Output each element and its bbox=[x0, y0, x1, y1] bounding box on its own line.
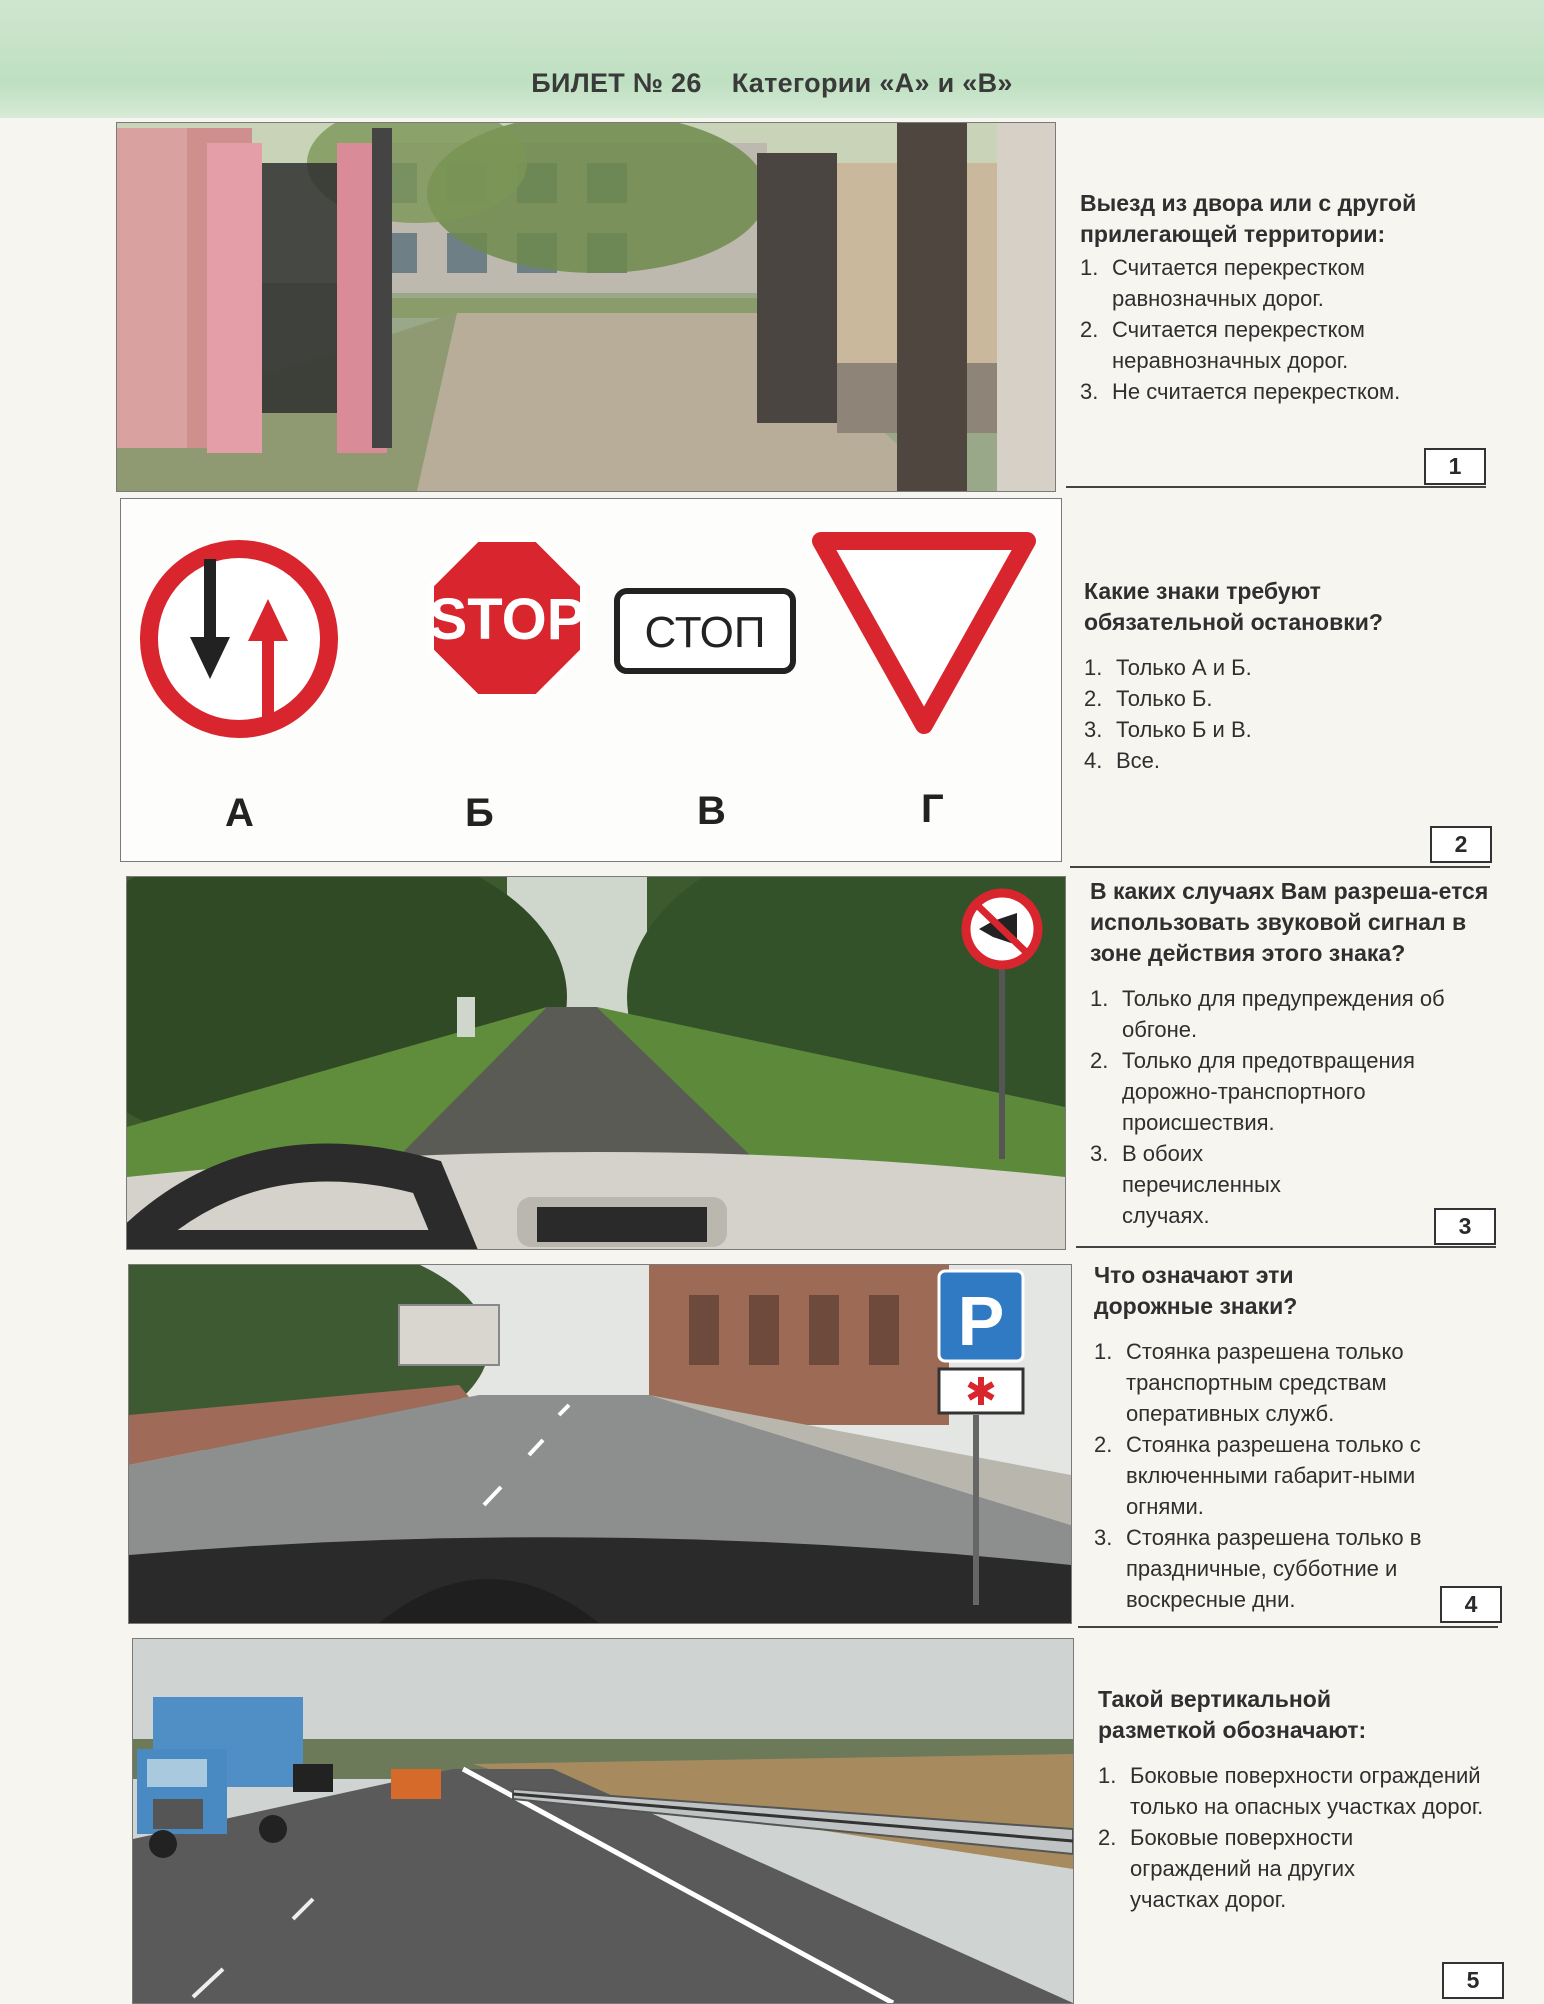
q1-answers bbox=[1080, 252, 1480, 407]
q2-number-box: 2 bbox=[1430, 826, 1492, 863]
sign-g-yield bbox=[821, 541, 1027, 725]
q2-answer-1[interactable]: 1. Только А и Б. bbox=[1084, 655, 1252, 680]
highway-illustration bbox=[133, 1639, 1073, 2003]
q4-answer-3[interactable]: 3. Стоянка разрешена только в праздничные, субботние и воскресные дни. bbox=[1094, 1525, 1422, 1612]
q1-answer-1[interactable]: 1. Считается перекрестком равнозначных дорог. bbox=[1080, 255, 1365, 311]
q3-answer-2[interactable]: 2. Только для предотвращения дорожно-транспортного происшествия. bbox=[1090, 1048, 1415, 1135]
q3-answer-1[interactable]: 1. Только для предупреждения об обгоне. bbox=[1090, 986, 1445, 1042]
q5-answers bbox=[1098, 1760, 1518, 1915]
sign-b-stop bbox=[429, 539, 586, 697]
q4-photo-city-street bbox=[128, 1264, 1072, 1624]
q2-title: Какие знаки требуют обязательной остановки? bbox=[1084, 578, 1383, 635]
q4-number-box: 4 bbox=[1440, 1586, 1502, 1623]
q5-answer-2[interactable]: 2. Боковые поверхности ограждений на других участках дорог. bbox=[1098, 1825, 1355, 1912]
ticket-category: Категории «А» и «В» bbox=[731, 68, 1013, 98]
q4-title: Что означают эти дорожные знаки? bbox=[1094, 1262, 1298, 1319]
sign-label-b: Б bbox=[465, 791, 494, 835]
courtyard-illustration bbox=[117, 123, 1055, 491]
q3-photo-forest-road bbox=[126, 876, 1066, 1250]
sign-label-v: В bbox=[697, 789, 726, 833]
signs-illustration bbox=[121, 499, 1061, 861]
q2-text bbox=[1084, 576, 1484, 776]
q5-title: Такой вертикальной разметкой обозначают: bbox=[1098, 1686, 1367, 1743]
q2-signs-panel bbox=[120, 498, 1062, 862]
city-street-illustration bbox=[129, 1265, 1071, 1623]
q3-text bbox=[1090, 876, 1490, 1231]
q4-text bbox=[1094, 1260, 1494, 1615]
q4-answer-1[interactable]: 1. Стоянка разрешена только транспортным средствам оперативных служб. bbox=[1094, 1339, 1404, 1426]
sign-v-stop-plate bbox=[617, 591, 793, 671]
sign-label-g: Г bbox=[921, 787, 944, 831]
q1-number-box: 1 bbox=[1424, 448, 1486, 485]
q1-answer-2[interactable]: 2. Считается перекрестком неравнозначных дорог. bbox=[1080, 317, 1365, 373]
q4-answer-2[interactable]: 2. Стоянка разрешена только с включенными габарит-ными огнями. bbox=[1094, 1432, 1421, 1519]
q5-number-box: 5 bbox=[1442, 1962, 1504, 1999]
sign-a-priority-oncoming bbox=[149, 549, 329, 729]
q3-answers bbox=[1090, 983, 1490, 1231]
q4-divider bbox=[1078, 1626, 1498, 1628]
q5-answer-1[interactable]: 1. Боковые поверхности ограждений только на опасных участках дорог. bbox=[1098, 1763, 1484, 1819]
q1-photo-courtyard-gate bbox=[116, 122, 1056, 492]
q3-answer-3[interactable]: 3. В обоих перечисленных случаях. bbox=[1090, 1141, 1281, 1228]
q5-text bbox=[1098, 1684, 1518, 1915]
q2-answer-4[interactable]: 4. Все. bbox=[1084, 748, 1161, 773]
q3-title: В каких случаях Вам разреша-ется использовать звуковой сигнал в зоне действия этого знака? bbox=[1090, 878, 1489, 966]
q1-divider bbox=[1066, 486, 1486, 488]
q4-answers bbox=[1094, 1336, 1494, 1615]
sign-label-a: А bbox=[225, 791, 254, 835]
q5-photo-highway bbox=[132, 1638, 1074, 2004]
stop-en-text: STOP bbox=[428, 587, 586, 652]
q2-answer-3[interactable]: 3. Только Б и В. bbox=[1084, 717, 1252, 742]
forest-road-illustration bbox=[127, 877, 1065, 1249]
q2-divider bbox=[1070, 866, 1490, 868]
q3-number-box: 3 bbox=[1434, 1208, 1496, 1245]
truck bbox=[137, 1697, 303, 1858]
q3-divider bbox=[1076, 1246, 1496, 1248]
q1-answer-3[interactable]: 3. Не считается перекрестком. bbox=[1080, 379, 1401, 404]
q1-text bbox=[1080, 188, 1480, 407]
stop-ru-text: СТОП bbox=[644, 608, 766, 657]
parking-letter: P bbox=[957, 1282, 1005, 1360]
q2-answer-2[interactable]: 2. Только Б. bbox=[1084, 686, 1213, 711]
q1-title: Выезд из двора или с другой прилегающей территории: bbox=[1080, 190, 1417, 247]
ticket-number: БИЛЕТ № 26 bbox=[531, 68, 702, 98]
page-header bbox=[0, 0, 1544, 118]
q2-answers bbox=[1084, 652, 1484, 776]
header-title bbox=[0, 68, 1544, 99]
